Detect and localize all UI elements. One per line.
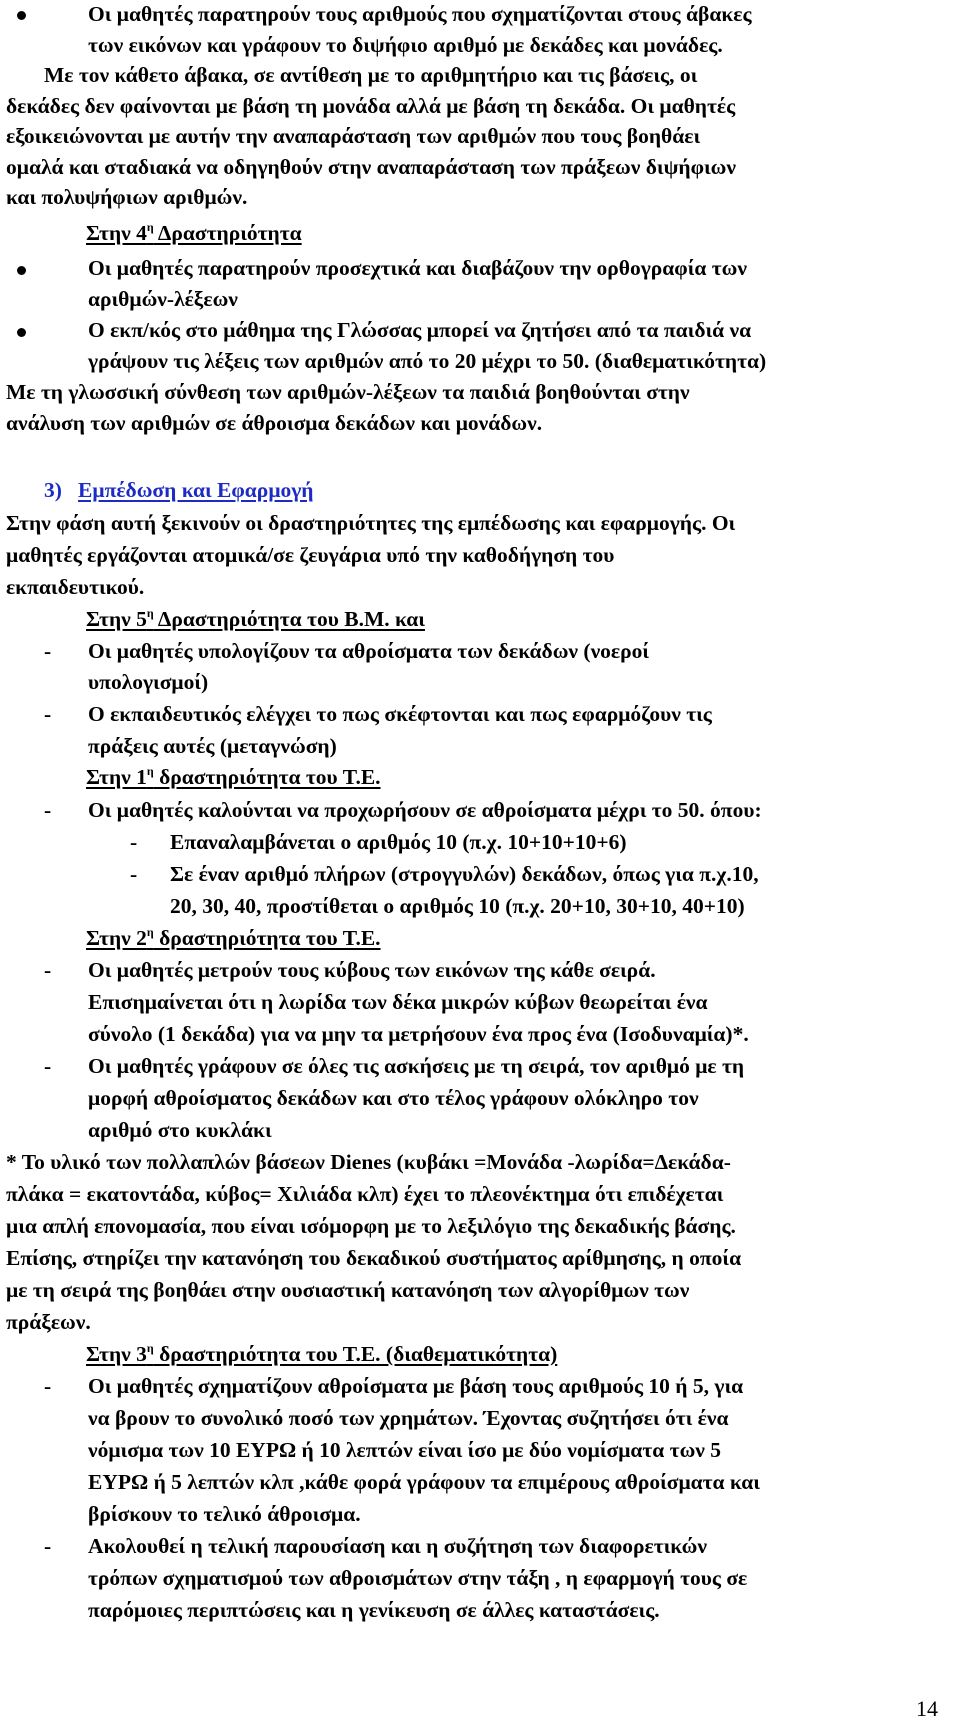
text-line: Ο εκπαιδευτικός ελέγχει το πως σκέφτονται και πως εφαρμόζουν τις bbox=[88, 702, 712, 726]
activity-heading: Στην $5^\eta$ Δραστηριότητα του Β.Μ. και bbox=[86, 606, 425, 631]
text-line: τρόπων σχηματισμού των αθροισμάτων στην τάξη , η εφαρμογή τους σε bbox=[88, 1566, 748, 1590]
text-line: Οι μαθητές σχηματίζουν αθροίσματα με βάση τους αριθμούς 10 ή 5, για bbox=[88, 1374, 744, 1398]
activity-heading: Στην $3^\eta$ δραστηριότητα του Τ.Ε. (διαθεματικότητα) bbox=[86, 1341, 558, 1366]
text-line: Ο εκπ/κός στο μάθημα της Γλώσσας μπορεί να ζητήσει από τα παιδιά να bbox=[88, 318, 752, 342]
bullet-icon bbox=[17, 328, 26, 337]
text-line: μορφή αθροίσματος δεκάδων και στο τέλος γράφουν ολόκληρο τον bbox=[88, 1086, 699, 1110]
text-line: σύνολο (1 δεκάδα) για να μην τα μετρήσουν ένα προς ένα (Ισοδυναμία)*. bbox=[88, 1022, 749, 1046]
activity-heading: Στην $1^\eta$ δραστηριότητα του Τ.Ε. bbox=[86, 764, 381, 789]
bullet-icon bbox=[17, 266, 26, 275]
text-line: εξοικειώνονται με αυτήν την αναπαράσταση των αριθμών που τους βοηθάει bbox=[6, 124, 701, 148]
text-line: ανάλυση των αριθμών σε άθροισμα δεκάδων και μονάδων. bbox=[6, 411, 543, 435]
dash-marker: - bbox=[44, 958, 52, 982]
dash-marker: - bbox=[44, 639, 52, 663]
text-line: Οι μαθητές καλούνται να προχωρήσουν σε αθροίσματα μέχρι το 50. όπου: bbox=[88, 798, 762, 822]
text-line: Οι μαθητές παρατηρούν τους αριθμούς που σχηματίζονται στους άβακες bbox=[88, 2, 752, 26]
text-line: Επίσης, στηρίζει την κατανόηση του δεκαδικού συστήματος αρίθμησης, η οποία bbox=[6, 1246, 742, 1270]
text-line: ΕΥΡΩ ή 5 λεπτών κλπ ,κάθε φορά γράφουν τα επιμέρους αθροίσματα και bbox=[88, 1470, 760, 1494]
text-line: Στην φάση αυτή ξεκινούν οι δραστηριότητες της εμπέδωσης και εφαρμογής. Οι bbox=[6, 511, 736, 535]
text-line: παρόμοιες περιπτώσεις και η γενίκευση σε άλλες καταστάσεις. bbox=[88, 1598, 660, 1622]
text-line: Οι μαθητές μετρούν τους κύβους των εικόνων της κάθε σειρά. bbox=[88, 958, 656, 982]
text-line: υπολογισμοί) bbox=[88, 670, 209, 694]
dash-marker: - bbox=[44, 798, 52, 822]
bullet-icon bbox=[17, 11, 26, 20]
text-line: δεκάδες δεν φαίνονται με βάση τη μονάδα αλλά με βάση τη δεκάδα. Οι μαθητές bbox=[6, 94, 736, 118]
text-line: πλάκα = εκατοντάδα, κύβος= Χιλιάδα κλπ) έχει το πλεονέκτημα ότι επιδέχεται bbox=[6, 1182, 724, 1206]
text-line: νόμισμα των 10 ΕΥΡΩ ή 10 λεπτών είναι ίσο με δύο νομίσματα των 5 bbox=[88, 1438, 722, 1462]
dash-marker: - bbox=[44, 1534, 52, 1558]
text-line: εκπαιδευτικού. bbox=[6, 575, 145, 599]
dash-marker: - bbox=[44, 1374, 52, 1398]
page-number: 14 bbox=[916, 1696, 938, 1721]
text-line: Επαναλαμβάνεται ο αριθμός 10 (π.χ. 10+10+10+6) bbox=[170, 830, 627, 854]
text-line: Οι μαθητές παρατηρούν προσεχτικά και διαβάζουν την ορθογραφία των bbox=[88, 256, 747, 280]
text-line: Σε έναν αριθμό πλήρων (στρογγυλών) δεκάδων, όπως για π.χ.10, bbox=[170, 862, 759, 886]
text-line: Με τον κάθετο άβακα, σε αντίθεση με το αριθμητήριο και τις βάσεις, οι bbox=[44, 63, 698, 87]
text-line: Με τη γλωσσική σύνθεση των αριθμών-λέξεων τα παιδιά βοηθούνται στην bbox=[6, 380, 690, 404]
text-line: να βρουν το συνολικό ποσό των χρημάτων. Έχοντας συζητήσει ότι ένα bbox=[88, 1406, 729, 1430]
text-line: πράξεις αυτές (μεταγνώση) bbox=[88, 734, 337, 758]
text-line: αριθμό στο κυκλάκι bbox=[88, 1118, 272, 1142]
text-line: Οι μαθητές γράφουν σε όλες τις ασκήσεις με τη σειρά, τον αριθμό με τη bbox=[88, 1054, 745, 1078]
text-line: * Το υλικό των πολλαπλών βάσεων Dienes (κυβάκι =Μονάδα -λωρίδα=Δεκάδα- bbox=[6, 1150, 731, 1174]
text-line: γράψουν τις λέξεις των αριθμών από το 20 μέχρι το 50. (διαθεματικότητα) bbox=[88, 349, 767, 373]
text-line: Ακολουθεί η τελική παρουσίαση και η συζήτηση των διαφορετικών bbox=[88, 1534, 707, 1558]
section-heading: 3) Εμπέδωση και Εφαρμογή bbox=[44, 478, 314, 502]
dash-marker: - bbox=[130, 862, 138, 886]
text-line: αριθμών-λέξεων bbox=[88, 287, 238, 311]
activity-heading: Στην $4^\eta$ Δραστηριότητα bbox=[86, 220, 302, 245]
text-line: μαθητές εργάζονται ατομικά/σε ζευγάρια υπό την καθοδήγηση του bbox=[6, 543, 615, 567]
dash-marker: - bbox=[44, 702, 52, 726]
text-line: μια απλή επονομασία, που είναι ισόμορφη με το λεξιλόγιο της δεκαδικής βάσης. bbox=[6, 1214, 736, 1238]
activity-heading: Στην $2^\eta$ δραστηριότητα του Τ.Ε. bbox=[86, 925, 381, 950]
dash-marker: - bbox=[44, 1054, 52, 1078]
text-line: ομαλά και σταδιακά να οδηγηθούν στην αναπαράσταση των πράξεων διψήφιων bbox=[6, 155, 736, 179]
text-line: Επισημαίνεται ότι η λωρίδα των δέκα μικρών κύβων θεωρείται ένα bbox=[88, 990, 708, 1014]
text-line: και πολυψήφιων αριθμών. bbox=[6, 185, 248, 209]
text-line: Οι μαθητές υπολογίζουν τα αθροίσματα των δεκάδων (νοεροί bbox=[88, 639, 650, 663]
text-line: βρίσκουν το τελικό άθροισμα. bbox=[88, 1502, 361, 1526]
text-line: των εικόνων και γράφουν το διψήφιο αριθμό με δεκάδες και μονάδες. bbox=[88, 33, 723, 57]
text-line: 20, 30, 40, προστίθεται ο αριθμός 10 (π.χ. 20+10, 30+10, 40+10) bbox=[170, 894, 745, 918]
text-line: πράξεων. bbox=[6, 1310, 91, 1334]
dash-marker: - bbox=[130, 830, 138, 854]
text-line: με τη σειρά της βοηθάει στην ουσιαστική κατανόηση των αλγορίθμων των bbox=[6, 1278, 690, 1302]
